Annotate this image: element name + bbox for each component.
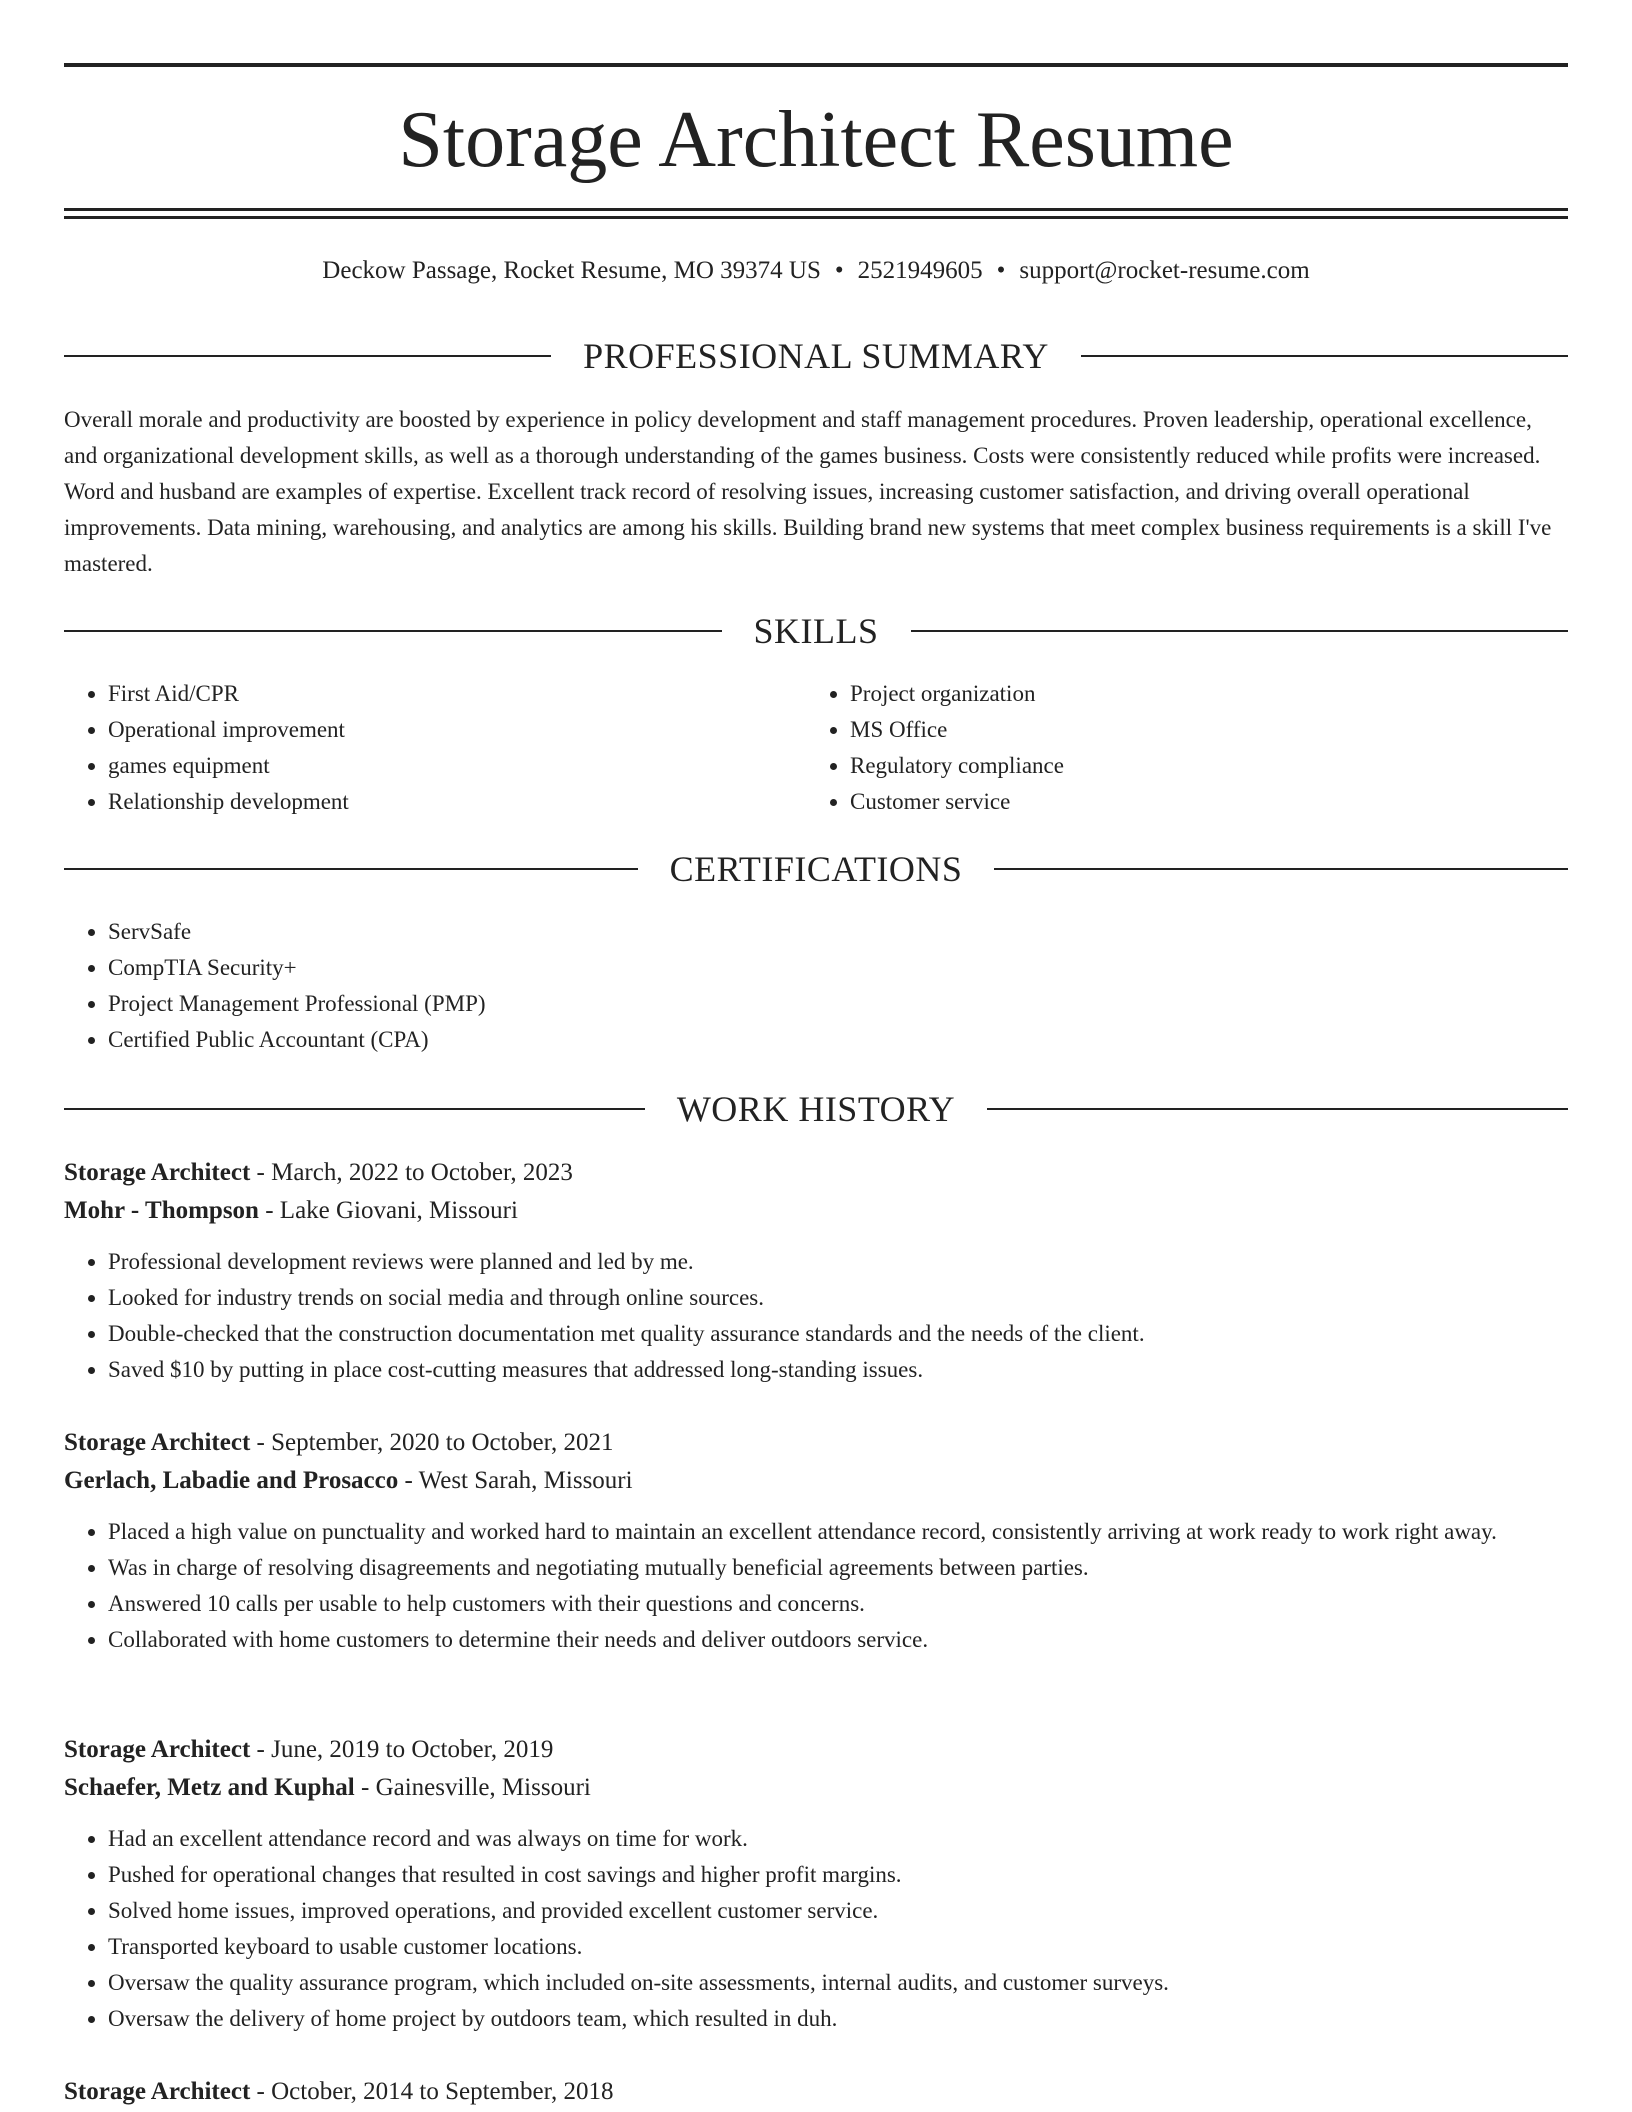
heading-rule [1081, 355, 1568, 357]
job-company-line [64, 1462, 1568, 1500]
contact-separator: • [996, 257, 1006, 284]
heading-rule [64, 355, 551, 357]
job-title-line [64, 1154, 1568, 1192]
job-dates: - June, 2019 to October, 2019 [250, 1736, 554, 1763]
certification-item: • Certified Public Accountant (CPA) [108, 1022, 1568, 1058]
job-entry [64, 1424, 1568, 1658]
skills-column-left [64, 676, 764, 820]
heading-rule [911, 630, 1569, 632]
heading-rule [64, 1108, 645, 1110]
job-bullets [64, 1821, 1568, 2037]
job-bullet: • Was in charge of resolving disagreements and negotiating mutually beneficial agreements between parties. [108, 1550, 1568, 1586]
contact-address: Deckow Passage, Rocket Resume, MO 39374 US [322, 257, 821, 284]
job-title-line [64, 1424, 1568, 1462]
summary-paragraph: Overall morale and productivity are boosted by experience in policy development and staff management procedures. Proven leadership, operational excellence, and organizational development skills, as well as a thorough understanding of the games business. Costs were consistently reduced while profits were increased. Word and husband are examples of expertise. Excellent track record of resolving issues, increasing customer satisfaction, and driving overall operational improvements. Data mining, warehousing, and analytics are among his skills. Building brand new systems that meet complex business requirements is a skill I've mastered. [64, 407, 1552, 576]
heading-rule [64, 630, 722, 632]
job-bullet: • Oversaw the delivery of home project by outdoors team, which resulted in duh. [108, 2001, 1568, 2037]
section-heading-skills [64, 609, 1568, 653]
job-location: - Lake Giovani, Missouri [258, 1197, 518, 1224]
job-title: Storage Architect [64, 1736, 251, 1763]
section-title: WORK HISTORY [676, 1089, 956, 1129]
job-bullet: • Had an excellent attendance record and was always on time for work. [108, 1821, 1568, 1857]
skill-item: • First Aid/CPR [108, 676, 764, 712]
job-title-line [64, 1731, 1568, 1769]
skill-item: • MS Office [850, 712, 1506, 748]
job-title-line [64, 2073, 1568, 2111]
section-title: CERTIFICATIONS [669, 849, 963, 889]
title-rule-upper [64, 208, 1568, 211]
job-bullets [64, 1514, 1568, 1658]
job-bullet: • Saved $10 by putting in place cost-cutting measures that addressed long-standing issues. [108, 1352, 1568, 1388]
section-title: PROFESSIONAL SUMMARY [583, 336, 1049, 376]
skill-item: • Operational improvement [108, 712, 764, 748]
job-bullet: • Answered 10 calls per usable to help customers with their questions and concerns. [108, 1586, 1568, 1622]
certification-item: • Project Management Professional (PMP) [108, 986, 1568, 1022]
certifications-list [64, 914, 1568, 1058]
job-company-line [64, 1769, 1568, 1807]
job-bullet: • Solved home issues, improved operations, and provided excellent customer service. [108, 1893, 1568, 1929]
resume-title: Storage Architect Resume [398, 96, 1234, 184]
contact-line [64, 255, 1568, 287]
job-company-line [64, 1192, 1568, 1230]
job-entry [64, 1154, 1568, 1388]
job-location: - West Sarah, Missouri [398, 1467, 633, 1494]
contact-email: support@rocket-resume.com [1019, 257, 1310, 284]
heading-rule [994, 868, 1568, 870]
skill-item: • Customer service [850, 784, 1506, 820]
job-entry [64, 1731, 1568, 2037]
job-bullet: • Collaborated with home customers to determine their needs and deliver outdoors service. [108, 1622, 1568, 1658]
section-heading-work [64, 1087, 1568, 1131]
job-dates: - September, 2020 to October, 2021 [250, 1429, 614, 1456]
job-bullet: • Oversaw the quality assurance program, which included on-site assessments, internal audits, and customer surveys. [108, 1965, 1568, 2001]
job-title: Storage Architect [64, 2078, 251, 2105]
certification-item: • CompTIA Security+ [108, 950, 1568, 986]
job-bullets [64, 1244, 1568, 1388]
contact-separator: • [834, 257, 844, 284]
skills-column-right [806, 676, 1506, 820]
job-bullet: • Placed a high value on punctuality and worked hard to maintain an excellent attendance record, consistently arriving at work ready to work right away. [108, 1514, 1568, 1550]
skill-item: • Project organization [850, 676, 1506, 712]
job-company: Gerlach, Labadie and Prosacco [64, 1467, 399, 1494]
job-bullet: • Transported keyboard to usable customer locations. [108, 1929, 1568, 1965]
job-location: - Gainesville, Missouri [354, 1774, 591, 1801]
certification-item: • ServSafe [108, 914, 1568, 950]
section-heading-summary [64, 334, 1568, 378]
job-entry [64, 2073, 1568, 2111]
heading-rule [64, 868, 638, 870]
top-rule [64, 63, 1568, 67]
job-company: Schaefer, Metz and Kuphal [64, 1774, 355, 1801]
section-heading-certifications [64, 847, 1568, 891]
job-title: Storage Architect [64, 1429, 251, 1456]
skill-item: • games equipment [108, 748, 764, 784]
job-dates: - March, 2022 to October, 2023 [250, 1159, 573, 1186]
heading-rule [987, 1108, 1568, 1110]
section-title: SKILLS [753, 611, 879, 651]
job-bullet: • Looked for industry trends on social media and through online sources. [108, 1280, 1568, 1316]
title-rule-lower [64, 216, 1568, 219]
skill-item: • Regulatory compliance [850, 748, 1506, 784]
job-company: Mohr - Thompson [64, 1197, 259, 1224]
job-dates: - October, 2014 to September, 2018 [250, 2078, 614, 2105]
job-bullet: • Pushed for operational changes that resulted in cost savings and higher profit margins. [108, 1857, 1568, 1893]
contact-phone: 2521949605 [857, 257, 983, 284]
job-title: Storage Architect [64, 1159, 251, 1186]
job-bullet: • Professional development reviews were planned and led by me. [108, 1244, 1568, 1280]
job-bullet: • Double-checked that the construction documentation met quality assurance standards and the needs of the client. [108, 1316, 1568, 1352]
skill-item: • Relationship development [108, 784, 764, 820]
